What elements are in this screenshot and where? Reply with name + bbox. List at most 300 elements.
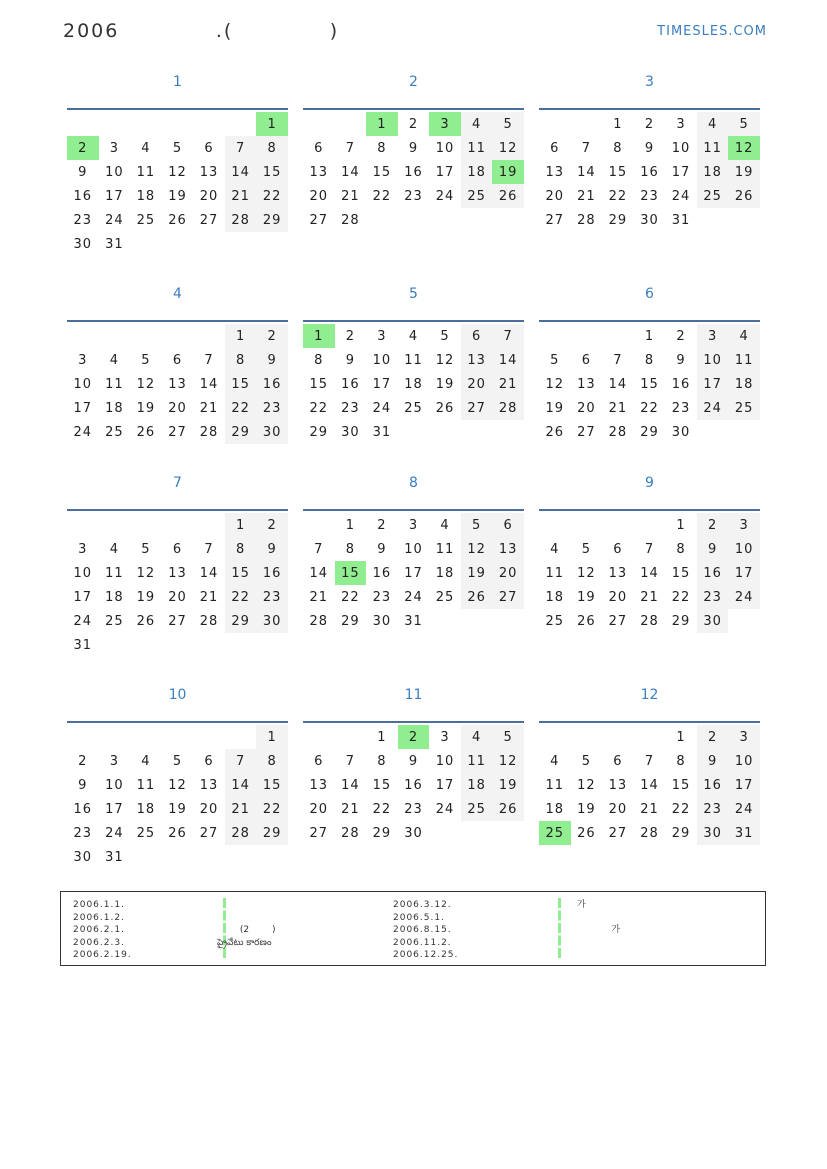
day-cell: 7 — [204, 541, 214, 557]
empty-cell — [193, 513, 225, 537]
day-cell: 31 — [73, 637, 93, 653]
day-cell: 5 — [141, 352, 151, 368]
day-cell: 1 — [256, 725, 288, 749]
month-grid — [303, 513, 524, 633]
day-cell: 15 — [256, 160, 288, 184]
day-cell: 27 — [608, 613, 628, 629]
day-cell: 18 — [136, 801, 156, 817]
day-cell: 25 — [545, 613, 565, 629]
empty-cell — [303, 112, 335, 136]
day-cell: 5 — [550, 352, 560, 368]
day-cell: 10 — [435, 140, 455, 156]
day-cell: 6 — [461, 324, 493, 348]
day-cell: 19 — [577, 801, 596, 817]
day-cell: 28 — [492, 396, 524, 420]
day-cell: 11 — [105, 376, 124, 392]
day-cell: 19 — [577, 589, 596, 605]
holiday-entry — [217, 949, 276, 962]
day-cell: 9 — [78, 777, 88, 793]
day-cell: 4 — [408, 328, 419, 344]
day-cell: 30 — [256, 609, 288, 633]
day-cell: 17 — [105, 801, 124, 817]
day-cell: 23 — [73, 212, 93, 228]
day-cell: 18 — [461, 160, 493, 184]
day-cell: 8 — [256, 136, 288, 160]
day-cell: 19 — [435, 376, 455, 392]
month-5 — [303, 286, 524, 444]
day-cell: 10 — [728, 749, 760, 773]
day-cell: 14 — [309, 565, 329, 581]
day-cell: 18 — [545, 801, 565, 817]
month-grid — [67, 112, 288, 256]
day-cell: 20 — [492, 561, 524, 585]
day-cell: 30 — [697, 609, 729, 633]
day-cell: 16 — [73, 801, 93, 817]
day-cell: 24 — [671, 188, 691, 204]
empty-cell — [130, 112, 162, 136]
day-cell: 15 — [671, 565, 691, 581]
day-cell: 8 — [377, 140, 387, 156]
day-cell: 17 — [435, 777, 455, 793]
day-cell: 6 — [172, 352, 183, 368]
day-cell: 4 — [697, 112, 729, 136]
day-cell: 3 — [377, 328, 387, 344]
month-12 — [539, 687, 760, 845]
day-cell: 2 — [408, 116, 419, 132]
day-cell: 28 — [309, 613, 329, 629]
day-cell: 12 — [728, 136, 760, 160]
holiday-dates-left — [73, 899, 132, 962]
day-cell: 28 — [640, 613, 659, 629]
day-cell: 12 — [435, 352, 455, 368]
empty-cell — [303, 725, 335, 749]
day-cell: 18 — [404, 376, 423, 392]
day-cell: 17 — [73, 589, 93, 605]
month-title: 6 — [645, 286, 654, 302]
day-cell: 26 — [492, 797, 524, 821]
day-cell: 23 — [73, 825, 93, 841]
day-cell: 27 — [492, 585, 524, 609]
day-cell: 25 — [435, 589, 455, 605]
day-cell: 30 — [372, 613, 392, 629]
day-cell: 29 — [640, 424, 659, 440]
day-cell: 24 — [435, 188, 455, 204]
day-cell: 25 — [728, 396, 760, 420]
day-cell: 15 — [372, 164, 392, 180]
month-rule — [303, 721, 524, 723]
day-cell: 12 — [492, 136, 524, 160]
day-cell: 25 — [404, 400, 423, 416]
day-cell: 29 — [225, 420, 257, 444]
day-cell: 26 — [168, 212, 187, 228]
day-cell: 3 — [78, 541, 88, 557]
day-cell: 3 — [728, 725, 760, 749]
day-cell: 6 — [204, 753, 214, 769]
day-cell: 11 — [545, 777, 565, 793]
month-rule — [67, 721, 288, 723]
day-cell: 24 — [105, 825, 124, 841]
holiday-entry: 2006.8.15. — [393, 925, 452, 935]
month-title: 10 — [168, 687, 187, 703]
day-cell: 14 — [199, 376, 219, 392]
day-cell: 24 — [404, 589, 423, 605]
empty-cell — [193, 725, 225, 749]
month-rule — [303, 108, 524, 110]
day-cell: 7 — [345, 753, 355, 769]
day-cell: 23 — [372, 589, 392, 605]
day-cell: 30 — [404, 825, 423, 841]
day-cell: 13 — [608, 565, 628, 581]
day-cell: 8 — [613, 140, 623, 156]
site-brand[interactable]: TIMESLES.COM — [657, 24, 767, 39]
day-cell: 13 — [309, 164, 329, 180]
holiday-entry — [577, 937, 620, 950]
day-cell: 15 — [309, 376, 329, 392]
day-cell: 12 — [168, 777, 187, 793]
day-cell: 15 — [225, 372, 257, 396]
day-cell: 14 — [492, 348, 524, 372]
month-3 — [539, 74, 760, 232]
day-cell: 28 — [608, 424, 628, 440]
holiday-entry: 2006.2.1. — [73, 925, 125, 935]
day-cell: 8 — [377, 753, 387, 769]
day-cell: 29 — [671, 613, 691, 629]
day-cell: 30 — [256, 420, 288, 444]
month-rule — [67, 320, 288, 322]
day-cell: 2 — [67, 136, 99, 160]
day-cell: 12 — [168, 164, 187, 180]
day-cell: 20 — [608, 801, 628, 817]
day-cell: 30 — [341, 424, 360, 440]
day-cell: 3 — [408, 517, 419, 533]
empty-cell — [162, 725, 194, 749]
empty-cell — [225, 725, 257, 749]
day-cell: 17 — [105, 188, 124, 204]
empty-cell — [99, 112, 131, 136]
day-cell: 13 — [461, 348, 493, 372]
holiday-entry: (2 ) — [217, 925, 276, 935]
day-cell: 28 — [199, 613, 219, 629]
day-cell: 8 — [225, 537, 257, 561]
day-cell: 14 — [577, 164, 596, 180]
day-cell: 19 — [545, 400, 565, 416]
day-cell: 21 — [341, 188, 360, 204]
day-cell: 28 — [225, 208, 257, 232]
day-cell: 5 — [492, 112, 524, 136]
day-cell: 20 — [309, 801, 329, 817]
empty-cell — [193, 112, 225, 136]
day-cell: 6 — [204, 140, 214, 156]
day-cell: 17 — [73, 400, 93, 416]
day-cell: 28 — [341, 212, 360, 228]
day-cell: 4 — [728, 324, 760, 348]
holiday-entry: 2006.2.19. — [73, 950, 132, 960]
day-cell: 14 — [199, 565, 219, 581]
day-cell: 16 — [640, 164, 659, 180]
day-cell: 1 — [256, 112, 288, 136]
empty-cell — [335, 725, 367, 749]
empty-cell — [225, 112, 257, 136]
day-cell: 15 — [225, 561, 257, 585]
day-cell: 4 — [141, 753, 151, 769]
day-cell: 16 — [671, 376, 691, 392]
day-cell: 11 — [435, 541, 455, 557]
day-cell: 7 — [581, 140, 591, 156]
holiday-entry: 2006.3.12. — [393, 900, 452, 910]
day-cell: 17 — [404, 565, 423, 581]
day-cell: 31 — [671, 212, 691, 228]
day-cell: 9 — [697, 749, 729, 773]
empty-cell — [67, 513, 99, 537]
day-cell: 9 — [256, 348, 288, 372]
empty-cell — [130, 513, 162, 537]
day-cell: 10 — [697, 348, 729, 372]
day-cell: 21 — [640, 589, 659, 605]
day-cell: 9 — [697, 537, 729, 561]
day-cell: 13 — [309, 777, 329, 793]
day-cell: 6 — [550, 140, 560, 156]
day-cell: 10 — [372, 352, 392, 368]
day-cell: 24 — [728, 585, 760, 609]
month-7 — [67, 475, 288, 657]
day-cell: 2 — [377, 517, 387, 533]
day-cell: 2 — [697, 725, 729, 749]
day-cell: 26 — [136, 613, 156, 629]
day-cell: 22 — [309, 400, 329, 416]
day-cell: 15 — [335, 561, 367, 585]
day-cell: 19 — [136, 400, 156, 416]
month-grid — [67, 725, 288, 869]
holiday-dates-right — [393, 899, 458, 962]
day-cell: 23 — [697, 585, 729, 609]
empty-cell — [571, 725, 603, 749]
month-6 — [539, 286, 760, 444]
holiday-entry: 가 — [577, 900, 586, 910]
day-cell: 14 — [608, 376, 628, 392]
day-cell: 19 — [168, 188, 187, 204]
day-cell: 5 — [172, 753, 183, 769]
day-cell: 1 — [225, 324, 257, 348]
day-cell: 16 — [372, 565, 392, 581]
day-cell: 17 — [728, 561, 760, 585]
day-cell: 26 — [461, 585, 493, 609]
day-cell: 10 — [728, 537, 760, 561]
day-cell: 7 — [644, 541, 655, 557]
day-cell: 12 — [136, 565, 156, 581]
day-cell: 29 — [372, 825, 392, 841]
month-grid — [303, 725, 524, 845]
day-cell: 3 — [429, 112, 461, 136]
day-cell: 23 — [404, 801, 423, 817]
day-cell: 4 — [461, 725, 493, 749]
day-cell: 16 — [404, 777, 423, 793]
month-title: 3 — [645, 74, 654, 90]
day-cell: 27 — [168, 424, 187, 440]
holiday-entry: 2006.5.1. — [393, 912, 445, 923]
day-cell: 12 — [136, 376, 156, 392]
day-cell: 1 — [377, 729, 387, 745]
day-cell: 21 — [640, 801, 659, 817]
empty-cell — [67, 112, 99, 136]
day-cell: 18 — [545, 589, 565, 605]
day-cell: 7 — [345, 140, 355, 156]
day-cell: 27 — [168, 613, 187, 629]
month-title: 7 — [173, 475, 182, 491]
day-cell: 29 — [309, 424, 329, 440]
day-cell: 16 — [341, 376, 360, 392]
day-cell: 25 — [461, 797, 493, 821]
day-cell: 8 — [676, 541, 686, 557]
day-cell: 6 — [314, 753, 324, 769]
day-cell: 9 — [377, 541, 387, 557]
day-cell: 24 — [372, 400, 392, 416]
holiday-entry: 2006.2.3. — [73, 937, 125, 948]
day-cell: 27 — [608, 825, 628, 841]
page-title: 2006 .( ) — [63, 20, 340, 42]
day-cell: 2 — [256, 513, 288, 537]
day-cell: 15 — [608, 164, 628, 180]
holiday-entry: 2006.1.1. — [73, 900, 125, 910]
day-cell: 3 — [109, 140, 119, 156]
day-cell: 14 — [640, 565, 659, 581]
empty-cell — [130, 324, 162, 348]
day-cell: 11 — [404, 352, 423, 368]
day-cell: 6 — [172, 541, 183, 557]
day-cell: 24 — [73, 424, 93, 440]
empty-cell — [539, 112, 571, 136]
day-cell: 4 — [550, 753, 560, 769]
day-cell: 1 — [676, 729, 686, 745]
day-cell: 20 — [545, 188, 565, 204]
day-cell: 27 — [461, 396, 493, 420]
day-cell: 25 — [105, 424, 124, 440]
month-title: 12 — [640, 687, 659, 703]
day-cell: 10 — [73, 565, 93, 581]
day-cell: 17 — [372, 376, 392, 392]
day-cell: 28 — [577, 212, 596, 228]
day-cell: 11 — [136, 164, 156, 180]
day-cell: 11 — [697, 136, 729, 160]
day-cell: 16 — [73, 188, 93, 204]
empty-cell — [162, 324, 194, 348]
day-cell: 15 — [671, 777, 691, 793]
month-title: 2 — [409, 74, 418, 90]
empty-cell — [162, 112, 194, 136]
day-cell: 30 — [73, 236, 93, 252]
day-cell: 26 — [492, 184, 524, 208]
day-cell: 1 — [345, 517, 355, 533]
day-cell: 25 — [461, 184, 493, 208]
holiday-names-left — [217, 899, 276, 962]
holiday-entry — [217, 912, 276, 925]
day-cell: 25 — [136, 212, 156, 228]
holiday-entry — [577, 949, 620, 962]
day-cell: 1 — [366, 112, 398, 136]
day-cell: 13 — [168, 376, 187, 392]
day-cell: 4 — [109, 541, 119, 557]
day-cell: 23 — [256, 585, 288, 609]
day-cell: 11 — [461, 136, 493, 160]
day-cell: 20 — [577, 400, 596, 416]
day-cell: 18 — [697, 160, 729, 184]
day-cell: 5 — [440, 328, 450, 344]
month-11 — [303, 687, 524, 845]
day-cell: 13 — [545, 164, 565, 180]
month-title: 4 — [173, 286, 182, 302]
month-grid — [539, 112, 760, 232]
day-cell: 28 — [199, 424, 219, 440]
day-cell: 3 — [109, 753, 119, 769]
day-cell: 22 — [640, 400, 659, 416]
day-cell: 11 — [136, 777, 156, 793]
day-cell: 5 — [728, 112, 760, 136]
day-cell: 27 — [545, 212, 565, 228]
day-cell: 22 — [372, 801, 392, 817]
empty-cell — [130, 725, 162, 749]
day-cell: 20 — [168, 589, 187, 605]
day-cell: 1 — [676, 517, 686, 533]
empty-cell — [571, 324, 603, 348]
day-cell: 8 — [314, 352, 324, 368]
day-cell: 22 — [608, 188, 628, 204]
day-cell: 2 — [697, 513, 729, 537]
day-cell: 14 — [640, 777, 659, 793]
day-cell: 9 — [345, 352, 355, 368]
day-cell: 2 — [78, 753, 88, 769]
day-cell: 10 — [105, 164, 124, 180]
holiday-list — [60, 891, 766, 966]
day-cell: 15 — [256, 773, 288, 797]
day-cell: 9 — [408, 140, 419, 156]
day-cell: 19 — [168, 801, 187, 817]
day-cell: 6 — [613, 753, 623, 769]
day-cell: 1 — [225, 513, 257, 537]
day-cell: 20 — [199, 801, 219, 817]
day-cell: 6 — [492, 513, 524, 537]
day-cell: 6 — [613, 541, 623, 557]
day-cell: 19 — [728, 160, 760, 184]
day-cell: 27 — [199, 212, 219, 228]
day-cell: 25 — [697, 184, 729, 208]
day-cell: 28 — [341, 825, 360, 841]
empty-cell — [162, 513, 194, 537]
day-cell: 7 — [225, 749, 257, 773]
day-cell: 25 — [136, 825, 156, 841]
day-cell: 23 — [341, 400, 360, 416]
day-cell: 15 — [372, 777, 392, 793]
day-cell: 16 — [697, 773, 729, 797]
day-cell: 22 — [671, 589, 691, 605]
day-cell: 21 — [341, 801, 360, 817]
day-cell: 24 — [105, 212, 124, 228]
day-cell: 16 — [404, 164, 423, 180]
day-cell: 26 — [577, 825, 596, 841]
day-cell: 17 — [697, 372, 729, 396]
day-cell: 24 — [728, 797, 760, 821]
day-cell: 18 — [105, 589, 124, 605]
day-cell: 26 — [577, 613, 596, 629]
empty-cell — [634, 725, 666, 749]
day-cell: 10 — [73, 376, 93, 392]
month-rule — [539, 320, 760, 322]
month-4 — [67, 286, 288, 444]
day-cell: 9 — [644, 140, 655, 156]
day-cell: 18 — [435, 565, 455, 581]
day-cell: 9 — [408, 753, 419, 769]
month-2 — [303, 74, 524, 232]
day-cell: 27 — [309, 825, 329, 841]
day-cell: 30 — [671, 424, 691, 440]
